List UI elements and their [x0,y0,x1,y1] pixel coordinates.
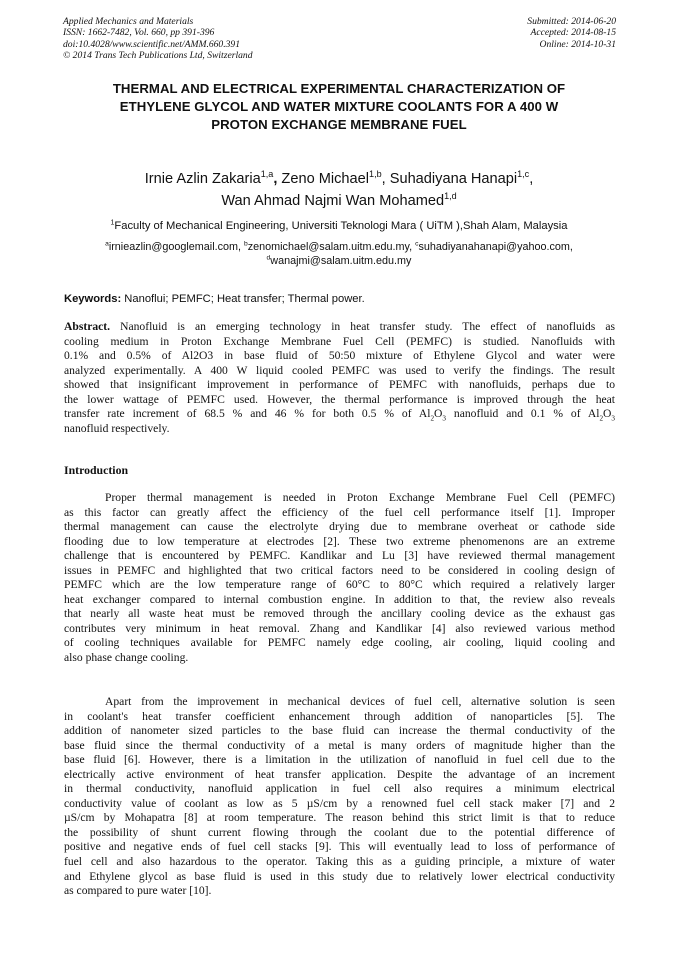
paragraph-line: Apart from the improvement in mechanical devices of fuel cell, alternative solution is seen [105,695,615,708]
paragraph-line: and Ethylene glycol as base fluid is used in this study due to relatively lower electrical conductivity [64,869,615,883]
email-sup: d [266,254,271,262]
journal-issn: ISSN: 1662-7482, Vol. 660, pp 391-396 [63,27,215,39]
email-link[interactable]: suhadiyanahanapi@yahoo.com, [418,241,573,253]
paragraph-line: conductivity value of coolant as low as 5 µS/cm by a renowned fuel cell stack maker [7] and 2 [64,796,615,810]
paragraph-line: PEMFC which are the low temperature range of 60°C to 80°C which required a relatively larger [64,578,615,592]
journal-header-right [527,16,616,50]
abstract-line: nanofluid respectively. [64,421,170,435]
abstract-line: transfer rate increment of 68.5 % and 46 % for both 0.5 % of $Al_2O_3$ nanofluid and 0.1 % of $Al_2O_3$ [64,407,615,423]
abstract-line: showed that insignificant improvement in performance of PEMFC with nanofluids, perhaps due to [64,378,615,392]
paragraph-line: base fluid [6]. However, there is a limitation in the utilization of nanofluid in fuel cell due to the [64,753,615,767]
paragraph-line: of cooling techniques available for PEMFC namely edge cooling, air cooling, liquid cooling and [64,636,615,650]
journal-doi: doi:10.4028/www.scientific.net/AMM.660.391 [63,38,241,50]
author-line [40,190,638,212]
email-link[interactable]: wanajmi@salam.uitm.edu.my [270,255,412,267]
paragraph-line: electrically active environment of heat transfer application. Despite the advantage of an increment [64,767,615,781]
online-date: Online: 2014-10-31 [539,38,616,50]
email-sup: a [105,240,109,248]
paragraph-line: challenge that is encountered by PEMFC. Kandlikar and Lu [3] have reviewed thermal management [64,549,615,563]
paragraph-line: thermal management can cause the electrolyte drying due to membrane overheat or cathode side [64,520,615,534]
paragraph-line: µS/cm by Mohapatra [8] at room temperature. The reason behind this strict limit is that to reduce [64,811,615,825]
abstract-line: the lower wattage of PEMFC used. However, the thermal performance is improved through the heat [64,392,615,406]
author-list [40,168,638,212]
submitted-date: Submitted: 2014-06-20 [527,16,616,27]
email-link[interactable]: zenomichael@salam.uitm.edu.my, [247,241,416,253]
journal-name: Applied Mechanics and Materials [63,16,194,27]
affiliation-sup: 1 [110,219,115,227]
keywords-label: Keywords: [64,293,122,305]
author-sup: 1,d [444,191,457,202]
author-sup: 1,c [517,169,530,180]
paper-title [40,80,638,134]
paragraph-line: in thermal conductivity, nanofluid application in fuel cell also requires a minimum electrical [64,782,615,796]
author-name: Zeno Michael [281,171,370,187]
abstract-label: Abstract. [64,320,111,333]
author-name: Irnie Azlin Zakaria [144,171,261,187]
email-sup: b [244,240,248,248]
intro-paragraph-1 [64,491,615,666]
paragraph-line: positive and negative ends of fuel cell stacks [9]. This will eventually lead to loss of performance of [64,840,615,854]
title-line: PROTON EXCHANGE MEMBRANE FUEL [211,117,467,132]
paragraph-line: that nearly all waste heat must be removed through the ancillary cooling device as the exhaust gas [64,607,615,621]
paragraph-line: base fluid since the thermal conductivity of a metal is many orders of magnitude higher than the [64,738,615,752]
author-line: Irnie Azlin Zakaria$^{1,a}$, Zeno Michael$^{1,b}$, Suhadiyana Hanapi$^{1,c}$, [144,169,534,187]
author-emails [40,240,638,268]
paragraph-line: addition of nanometer sized particles to the base fluid can increase the thermal conductivity of the [64,724,615,738]
keywords-text: Nanoflui; PEMFC; Heat transfer; Thermal power. [121,293,365,305]
abstract-line: 0.1% and 0.5% of Al2O3 in base fluid of 50:50 mixture of Ethylene Glycol and water were [64,349,615,363]
journal-copyright: © 2014 Trans Tech Publications Ltd, Switzerland [63,50,253,62]
section-heading-introduction: Introduction [64,463,129,477]
author-sup: 1,a [260,169,274,180]
accepted-date: Accepted: 2014-08-15 [530,27,616,39]
email-link[interactable]: irnieazlin@googlemail.com, [108,241,244,253]
paragraph-line: Proper thermal management is needed in Proton Exchange Membrane Fuel Cell (PEMFC) [105,491,615,504]
abstract-line: cooling medium in Proton Exchange Membrane Fuel Cell (PEMFC) is studied. Nanofluids with [64,334,615,348]
paragraph-line: heat exchanger compared to internal combustion engine. In addition to that, the review also reveals [64,592,615,606]
email-sup: c [415,240,419,248]
paragraph-line: in coolant's heat transfer coefficient enhancement through addition of nanoparticles [5]. The [64,709,615,723]
paragraph-line: fuel cell and also hazardous to the operator. Taking this as a guiding principle, a mixture of water [64,855,615,869]
abstract-line: analyzed experimentally. A 400 W liquid cooled PEMFC was used to verify the findings. The result [64,363,615,377]
journal-header-left [63,16,253,62]
author-name: Wan Ahmad Najmi Wan Mohamed [221,193,445,209]
paragraph-line: contributes very minimum in heat removal. Zhang and Kandlikar [4] also reviewed various method [64,621,615,635]
intro-paragraph-2 [64,695,615,899]
author-sup: 1,b [369,169,382,180]
paragraph-line: flooding due to low temperature at electrodes [2]. These two extreme phenomenons are an extreme [64,534,615,548]
author-name: Suhadiyana Hanapi [389,171,518,187]
email-line [40,254,638,268]
title-line: ETHYLENE GLYCOL AND WATER MIXTURE COOLANTS FOR A 400 W [119,99,559,114]
abstract-line: Abstract. Nanofluid is an emerging technology in heat transfer study. The effect of nanofluids as [64,320,615,333]
email-line [40,240,638,254]
paragraph-line: also phase change cooling. [64,651,189,665]
title-line: THERMAL AND ELECTRICAL EXPERIMENTAL CHARACTERIZATION OF [112,81,566,96]
paragraph-line: as compared to pure water [10]. [64,884,212,898]
paragraph-line: as this factor can greatly affect the efficiency of the fuel cell performance itself [1]. Improper [64,505,615,519]
abstract [64,320,615,436]
affiliation-text: Faculty of Mechanical Engineering, Universiti Teknologi Mara ( UiTM ),Shah Alam, Malaysia [114,220,568,232]
keywords [64,292,365,306]
paragraph-line: the possibility of shunt current flowing through the coolant due to the potential difference of [64,825,615,839]
affiliation [40,219,638,233]
paragraph-line: issues in PEMFC and highlighted that two critical factors need to be considered in cooling design of [64,563,615,577]
